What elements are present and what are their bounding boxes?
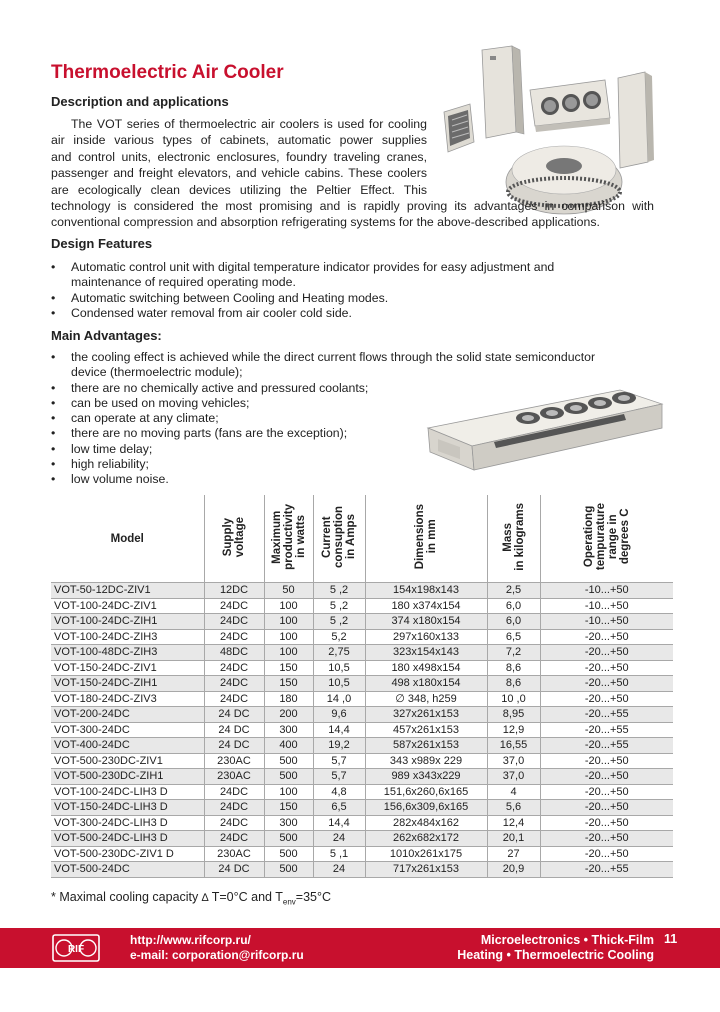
- cell-productivity: 150: [264, 800, 313, 816]
- cell-mass: 8,95: [487, 707, 540, 723]
- list-item: • the cooling effect is achieved while the direct current flows through the solid state semiconductor: [51, 350, 595, 365]
- list-item: • low time delay;: [51, 442, 595, 457]
- cell-model: VOT-300-24DC-LIH3 D: [51, 815, 204, 831]
- cell-dimensions: 262x682x172: [365, 831, 487, 847]
- cell-temperature: -20...+50: [540, 645, 673, 661]
- cell-productivity: 100: [264, 784, 313, 800]
- cell-dimensions: ∅ 348, h259: [365, 691, 487, 707]
- cell-temperature: -10...+50: [540, 614, 673, 630]
- cell-supply: 24DC: [204, 831, 264, 847]
- cell-temperature: -20...+50: [540, 784, 673, 800]
- cell-mass: 12,4: [487, 815, 540, 831]
- table-row: [51, 614, 673, 630]
- cell-productivity: 100: [264, 629, 313, 645]
- cell-mass: 10 ,0: [487, 691, 540, 707]
- cell-temperature: -20...+50: [540, 753, 673, 769]
- cell-current: 14,4: [313, 722, 365, 738]
- table-row: [51, 645, 673, 661]
- cell-supply: 24DC: [204, 598, 264, 614]
- cell-supply: 24 DC: [204, 738, 264, 754]
- table-row: [51, 800, 673, 816]
- cell-dimensions: 297x160x133: [365, 629, 487, 645]
- cell-model: VOT-300-24DC: [51, 722, 204, 738]
- long-cooler-photo: [424, 382, 666, 478]
- table-row: [51, 846, 673, 862]
- cell-mass: 27: [487, 846, 540, 862]
- cell-dimensions: 282x484x162: [365, 815, 487, 831]
- header-productivity: Maximum productivity in watts: [264, 495, 313, 583]
- cell-model: VOT-150-24DC-LIH3 D: [51, 800, 204, 816]
- cell-model: VOT-100-24DC-ZIH1: [51, 614, 204, 630]
- description-heading: Description and applications: [51, 94, 229, 109]
- footer-bar: [0, 928, 720, 968]
- table-row: [51, 598, 673, 614]
- cell-productivity: 500: [264, 846, 313, 862]
- cell-temperature: -20...+50: [540, 629, 673, 645]
- cell-model: VOT-100-24DC-ZIH3: [51, 629, 204, 645]
- list-item: • Automatic control unit with digital temperature indicator provides for easy adjustment and: [51, 260, 554, 275]
- cell-productivity: 200: [264, 707, 313, 723]
- cell-dimensions: 180 x498x154: [365, 660, 487, 676]
- cell-current: 24: [313, 831, 365, 847]
- cell-current: 10,5: [313, 660, 365, 676]
- cell-productivity: 500: [264, 769, 313, 785]
- main-advantages-heading: Main Advantages:: [51, 328, 162, 343]
- footer-tagline-1: Microelectronics • Thick-Film: [480, 933, 654, 947]
- table-row: [51, 738, 673, 754]
- description-line: technology is considered the most promising and is rapidly proving its advantages in comparison with: [51, 199, 654, 214]
- cell-temperature: -20...+55: [540, 738, 673, 754]
- list-item: • low volume noise.: [51, 472, 595, 487]
- cell-mass: 8,6: [487, 660, 540, 676]
- description-line: air inside various types of cabinets, automatic power supplies: [51, 133, 427, 148]
- svg-text:RIF: RIF: [67, 944, 85, 955]
- cell-supply: 24DC: [204, 660, 264, 676]
- cell-dimensions: 327x261x153: [365, 707, 487, 723]
- description-paragraph: [51, 116, 654, 231]
- header-supply-voltage: Supply voltage: [204, 495, 264, 583]
- cell-dimensions: 989 x343x229: [365, 769, 487, 785]
- table-row: [51, 769, 673, 785]
- table-row: [51, 862, 673, 878]
- cell-dimensions: 498 x180x154: [365, 676, 487, 692]
- cell-productivity: 150: [264, 660, 313, 676]
- list-item: • Condensed water removal from air cooler cold side.: [51, 306, 554, 321]
- table-row: [51, 722, 673, 738]
- cell-mass: 6,0: [487, 598, 540, 614]
- footer-url[interactable]: http://www.rifcorp.ru/: [130, 933, 251, 947]
- cell-current: 5 ,2: [313, 583, 365, 599]
- cell-supply: 230AC: [204, 846, 264, 862]
- cell-dimensions: 343 x989x 229: [365, 753, 487, 769]
- cell-supply: 24DC: [204, 629, 264, 645]
- table-row: [51, 753, 673, 769]
- cell-model: VOT-50-12DC-ZIV1: [51, 583, 204, 599]
- cell-dimensions: 151,6x260,6x165: [365, 784, 487, 800]
- cell-mass: 12,9: [487, 722, 540, 738]
- list-item: • there are no chemically active and pressured coolants;: [51, 381, 595, 396]
- cell-mass: 8,6: [487, 676, 540, 692]
- cell-mass: 6,5: [487, 629, 540, 645]
- cell-temperature: -20...+50: [540, 800, 673, 816]
- cell-current: 9,6: [313, 707, 365, 723]
- footnote: * Maximal cooling capacity ∆ T=0°C and $T_{env}=35^\circ C$: [51, 890, 332, 907]
- cell-supply: 24DC: [204, 676, 264, 692]
- cell-model: VOT-100-48DC-ZIH3: [51, 645, 204, 661]
- cell-productivity: 180: [264, 691, 313, 707]
- cell-supply: 24DC: [204, 815, 264, 831]
- cell-supply: 48DC: [204, 645, 264, 661]
- cell-model: VOT-150-24DC-ZIH1: [51, 676, 204, 692]
- rif-logo: [52, 934, 100, 962]
- cell-supply: 230AC: [204, 753, 264, 769]
- cell-productivity: 100: [264, 614, 313, 630]
- table-row: [51, 583, 673, 599]
- list-item-continuation: [51, 365, 595, 380]
- cell-temperature: -20...+50: [540, 769, 673, 785]
- cell-current: 14 ,0: [313, 691, 365, 707]
- cell-dimensions: 180 x374x154: [365, 598, 487, 614]
- design-features-list: [51, 260, 554, 321]
- page-number: 11: [664, 932, 678, 946]
- table-body: [51, 583, 673, 878]
- cell-temperature: -20...+55: [540, 862, 673, 878]
- cell-supply: 24DC: [204, 800, 264, 816]
- cell-dimensions: 717x261x153: [365, 862, 487, 878]
- cell-supply: 24DC: [204, 691, 264, 707]
- cell-temperature: -20...+50: [540, 691, 673, 707]
- cell-supply: 24 DC: [204, 722, 264, 738]
- cell-temperature: -20...+55: [540, 722, 673, 738]
- cell-current: 10,5: [313, 676, 365, 692]
- cell-supply: 12DC: [204, 583, 264, 599]
- cell-current: 14,4: [313, 815, 365, 831]
- cell-mass: 20,1: [487, 831, 540, 847]
- cell-temperature: -10...+50: [540, 583, 673, 599]
- cell-mass: 16,55: [487, 738, 540, 754]
- cell-model: VOT-500-24DC: [51, 862, 204, 878]
- table-row: [51, 831, 673, 847]
- description-line: conventional compression and absorption refrigerating systems for the above-described applications.: [51, 215, 600, 230]
- cell-productivity: 300: [264, 722, 313, 738]
- page-title: Thermoelectric Air Cooler: [51, 62, 284, 83]
- cell-dimensions: 323x154x143: [365, 645, 487, 661]
- header-dimensions: Dimensions in mm: [365, 495, 487, 583]
- cell-dimensions: 374 x180x154: [365, 614, 487, 630]
- cell-supply: 230AC: [204, 769, 264, 785]
- specifications-table: [51, 495, 673, 878]
- cell-model: VOT-100-24DC-LIH3 D: [51, 784, 204, 800]
- header-temperature: Operationg tempurature range in degrees C: [540, 495, 673, 583]
- cell-current: 5 ,2: [313, 598, 365, 614]
- cell-mass: 5,6: [487, 800, 540, 816]
- cell-current: 5,2: [313, 629, 365, 645]
- list-item: • can be used on moving vehicles;: [51, 396, 595, 411]
- cell-temperature: -20...+50: [540, 676, 673, 692]
- cell-mass: 37,0: [487, 769, 540, 785]
- cell-supply: 24 DC: [204, 862, 264, 878]
- cell-dimensions: 587x261x153: [365, 738, 487, 754]
- cell-dimensions: 1010x261x175: [365, 846, 487, 862]
- description-line: passenger and freight elevators, and vehicle cabins. These coolers: [51, 166, 427, 181]
- table-row: [51, 784, 673, 800]
- description-line: are ecologically clean devices utilizing the Peltier Effect. This: [51, 182, 427, 197]
- cell-mass: 4: [487, 784, 540, 800]
- table-row: [51, 629, 673, 645]
- table-row: [51, 660, 673, 676]
- cell-current: 5 ,1: [313, 846, 365, 862]
- cell-model: VOT-150-24DC-ZIV1: [51, 660, 204, 676]
- table-row: [51, 676, 673, 692]
- cell-mass: 6,0: [487, 614, 540, 630]
- header-current: Current consuption in Amps: [313, 495, 365, 583]
- cell-temperature: -20...+50: [540, 815, 673, 831]
- cell-temperature: -20...+50: [540, 831, 673, 847]
- cell-model: VOT-500-230DC-ZIH1: [51, 769, 204, 785]
- design-features-heading: Design Features: [51, 236, 153, 251]
- cell-model: VOT-200-24DC: [51, 707, 204, 723]
- description-line: and control units, electronic enclosures, foundry traveling cranes,: [51, 149, 427, 164]
- cell-dimensions: 457x261x153: [365, 722, 487, 738]
- cell-model: VOT-500-230DC-ZIV1: [51, 753, 204, 769]
- cell-productivity: 400: [264, 738, 313, 754]
- cell-dimensions: 154x198x143: [365, 583, 487, 599]
- footer-email[interactable]: e-mail: corporation@rifcorp.ru: [130, 948, 304, 962]
- header-mass: Mass in kilograms: [487, 495, 540, 583]
- cell-supply: 24 DC: [204, 707, 264, 723]
- cell-productivity: 100: [264, 645, 313, 661]
- cell-mass: 37,0: [487, 753, 540, 769]
- header-model: Model: [51, 495, 204, 583]
- cell-productivity: 300: [264, 815, 313, 831]
- table-row: [51, 691, 673, 707]
- cell-model: VOT-180-24DC-ZIV3: [51, 691, 204, 707]
- cell-model: VOT-500-24DC-LIH3 D: [51, 831, 204, 847]
- cell-mass: 2,5: [487, 583, 540, 599]
- cell-productivity: 50: [264, 583, 313, 599]
- cell-model: VOT-400-24DC: [51, 738, 204, 754]
- list-item-continuation: [51, 275, 554, 290]
- cell-current: 5 ,2: [313, 614, 365, 630]
- cell-mass: 20,9: [487, 862, 540, 878]
- cell-productivity: 100: [264, 598, 313, 614]
- cell-temperature: -20...+55: [540, 707, 673, 723]
- cell-dimensions: 156,6x309,6x165: [365, 800, 487, 816]
- cell-productivity: 500: [264, 753, 313, 769]
- cell-temperature: -20...+50: [540, 846, 673, 862]
- description-line: The VOT series of thermoelectric air coolers is used for cooling: [71, 117, 427, 131]
- list-item: • Automatic switching between Cooling and Heating modes.: [51, 291, 554, 306]
- list-item: • can operate at any climate;: [51, 411, 595, 426]
- cell-productivity: 500: [264, 831, 313, 847]
- cell-mass: 7,2: [487, 645, 540, 661]
- cell-current: 2,75: [313, 645, 365, 661]
- cell-current: 19,2: [313, 738, 365, 754]
- cell-model: VOT-100-24DC-ZIV1: [51, 598, 204, 614]
- cell-temperature: -20...+50: [540, 660, 673, 676]
- list-item-text: device (thermoelectric module);: [71, 365, 243, 380]
- list-item: • there are no moving parts (fans are the exception);: [51, 426, 595, 441]
- cell-supply: 24DC: [204, 784, 264, 800]
- cell-supply: 24DC: [204, 614, 264, 630]
- cell-current: 4,8: [313, 784, 365, 800]
- cell-current: 6,5: [313, 800, 365, 816]
- list-item-text: maintenance of required operating mode.: [71, 275, 296, 290]
- cell-current: 5,7: [313, 753, 365, 769]
- list-item: • high reliability;: [51, 457, 595, 472]
- table-row: [51, 815, 673, 831]
- footer-tagline-2: Heating • Thermoelectric Cooling: [457, 948, 654, 962]
- table-header-row: [51, 495, 673, 583]
- cell-current: 5,7: [313, 769, 365, 785]
- cell-temperature: -10...+50: [540, 598, 673, 614]
- cell-productivity: 150: [264, 676, 313, 692]
- cell-productivity: 500: [264, 862, 313, 878]
- table-row: [51, 707, 673, 723]
- cell-model: VOT-500-230DC-ZIV1 D: [51, 846, 204, 862]
- cell-current: 24: [313, 862, 365, 878]
